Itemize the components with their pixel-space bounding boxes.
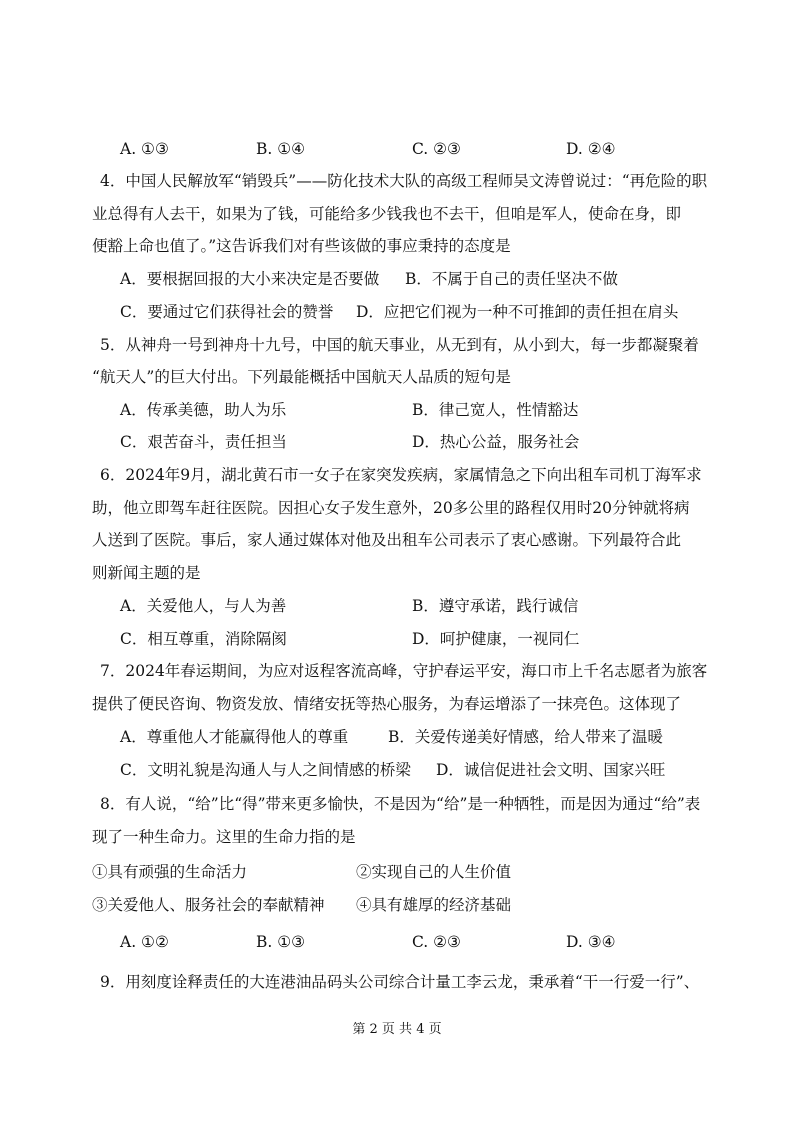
q8-item-1: ①具有顽强的生命活力	[92, 863, 248, 881]
q4-stem-line2: 业总得有人去干，如果为了钱，可能给多少钱我也不去干，但咱是军人，使命在身，即	[92, 205, 682, 223]
q8-choice-c: C. ②③	[412, 933, 461, 951]
q5-option-b: B．律己宽人，性情豁达	[412, 401, 579, 419]
q8-item-4: ④具有雄厚的经济基础	[356, 896, 512, 914]
q8-stem-line1: 8．有人说，“给”比“得”带来更多愉快，不是因为“给”是一种牺牲，而是因为通过“给”表	[100, 795, 701, 813]
q7-stem-line2: 提供了便民咨询、物资发放、情绪安抚等热心服务，为春运增添了一抹亮色。这体现了	[92, 695, 682, 713]
q8-item-3: ③关爱他人、服务社会的奉献精神	[92, 896, 325, 914]
q5-stem-line2: “航天人”的巨大付出。下列最能概括中国航天人品质的短句是	[92, 368, 511, 386]
q8-item-2: ②实现自己的人生价值	[356, 863, 512, 881]
q4-option-b: B．不属于自己的责任坚决不做	[405, 270, 618, 288]
q7-option-b: B．关爱传递美好情感，给人带来了温暖	[388, 728, 663, 746]
q7-option-a: A．尊重他人才能赢得他人的尊重	[120, 728, 349, 746]
q8-choice-a: A. ①②	[120, 933, 169, 951]
q5-option-a: A．传承美德，助人为乐	[120, 401, 287, 419]
q7-option-c: C．文明礼貌是沟通人与人之间情感的桥梁	[120, 761, 411, 779]
q3-choice-d: D. ②④	[566, 140, 616, 158]
q6-stem-line3: 人送到了医院。事后，家人通过媒体对他及出租车公司表示了衷心感谢。下列最符合此	[92, 531, 682, 549]
q7-stem-line1: 7．2024年春运期间，为应对返程客流高峰，守护春运平安，海口市上千名志愿者为旅客	[100, 662, 708, 680]
q6-option-a: A．关爱他人，与人为善	[120, 597, 287, 615]
page-number-footer: 第 2 页 共 4 页	[352, 1022, 442, 1037]
q4-stem-line3: 便豁上命也值了。”这告诉我们对有些该做的事应秉持的态度是	[92, 237, 511, 255]
q4-stem-line1: 4．中国人民解放军“销毁兵”——防化技术大队的高级工程师吴文涛曾说过：“再危险的职	[100, 172, 708, 190]
q6-option-b: B．遵守承诺，践行诚信	[412, 597, 579, 615]
q5-stem-line1: 5．从神舟一号到神舟十九号，中国的航天事业，从无到有，从小到大，每一步都凝聚着	[100, 336, 699, 354]
q7-option-d: D．诚信促进社会文明、国家兴旺	[436, 761, 666, 779]
q3-choice-b: B. ①④	[256, 140, 306, 158]
q4-option-c: C．要通过它们获得社会的赞誉	[120, 303, 334, 321]
q8-choice-d: D. ③④	[566, 933, 616, 951]
q8-stem-line2: 现了一种生命力。这里的生命力指的是	[92, 828, 356, 846]
q6-stem-line4: 则新闻主题的是	[92, 564, 201, 582]
q6-option-d: D．呵护健康，一视同仁	[412, 630, 580, 648]
q3-choice-c: C. ②③	[412, 140, 461, 158]
q6-option-c: C．相互尊重，消除隔阂	[120, 630, 287, 648]
q4-option-a: A．要根据回报的大小来决定是否要做	[120, 270, 380, 288]
q3-choice-a: A. ①③	[120, 140, 169, 158]
q6-stem-line2: 助，他立即驾车赶往医院。因担心女子发生意外，20多公里的路程仅用时20分钟就将病	[92, 499, 690, 517]
q6-stem-line1: 6．2024年9月，湖北黄石市一女子在家突发疾病，家属情急之下向出租车司机丁海军求	[100, 466, 702, 484]
q4-option-d: D．应把它们视为一种不可推卸的责任担在肩头	[356, 303, 679, 321]
q5-option-d: D．热心公益，服务社会	[412, 433, 580, 451]
q8-choice-b: B. ①③	[256, 933, 306, 951]
q9-stem-line1: 9．用刻度诠释责任的大连港油品码头公司综合计量工李云龙，秉承着“干一行爱一行”、	[100, 973, 700, 991]
q5-option-c: C．艰苦奋斗，责任担当	[120, 433, 287, 451]
